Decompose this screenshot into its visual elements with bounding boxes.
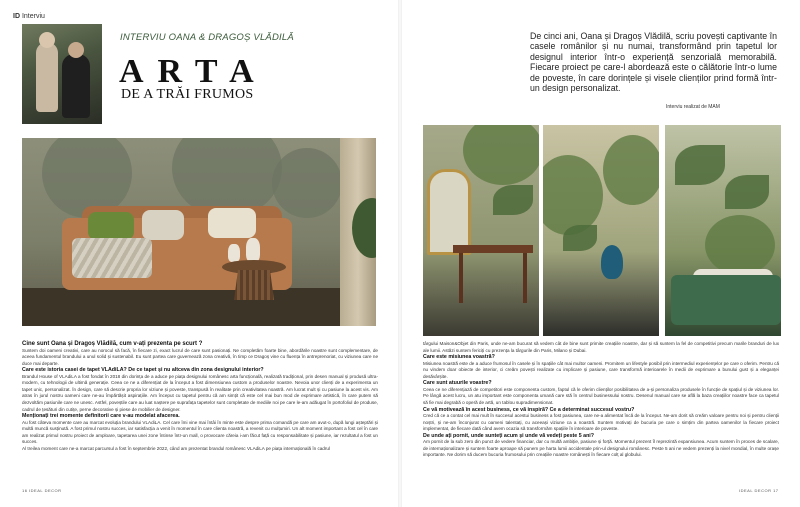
article-title: ARTA [119,53,268,90]
portrait-photo [22,24,102,124]
question: De unde ați pornit, unde sunteți acum și unde vă vedeți peste 5 ani? [423,432,595,439]
question: Ce vă motivează în acest business, ce vă inspiră? Ce a determinat succesul vostru? [423,406,635,413]
article-kicker: INTERVIU OANA & DRAGOȘ VLĂDILĂ [120,32,294,43]
vase [228,244,240,262]
bed [671,275,781,325]
answer: Misiunea noastră este de a aduce frumosul în casele și în spațiile cât mai multor oameni. Promitem un lifestyle posibil prin intermediul experiențelor pe care o oferim. Pentru că nu vindem doar obiecte de interior, ci creăm povești realizate cu implicare și pasiune, care transformă interioarele în medii de exprimare a bunului gust și a eleganței desăvârșite. [423,360,779,379]
throw-blanket [72,238,152,278]
pillow [88,212,134,240]
page-footer-right: IDEAL DECOR 17 [739,488,779,493]
wallpaper-leaf [493,185,533,215]
section-label: Interviu [21,13,45,20]
wallpaper-leaf [563,225,597,251]
gold-mirror [427,169,471,255]
console-leg [523,253,527,303]
question: Care sunt atuurile voastre? [423,380,492,387]
console-table [453,245,533,253]
page-footer-left: 16 IDEAL DECOR [22,488,62,493]
question: Care este misiunea voastră? [423,354,495,361]
wallpaper-palm [705,215,775,275]
wallpaper-tree [272,148,342,218]
article-subtitle: DE A TRĂI FRUMOS [121,87,254,102]
section-tag [13,13,45,20]
answer: Cred că ce a contat cel mai mult în succesul acestui business a fost pasiunea, care ne-a alimentat încă de la început. Ne-am dorit să creăm valoare pentru noi și pentru clienții noștri, și ne-am înconjurat cu oameni talentați, cu aceeași viziune ca a noastră. Suntem motivați de bucuria pe care o simțim din partea oamenilor la fiecare proiect implementat, de fiecare dată când avem ocazia să transformăm spațiile în interioare de poveste. [423,413,779,432]
wallpaper-leaf [675,145,725,185]
article-intro: De cinci ani, Oana și Dragoș Vlădilă, scriu povești captivante în casele românilor și nu numai, transformând prin tapetul lor designul interior într-o experiență senzorială memorabilă. Fiecare proiect pe care-l abordează este o călătorie într-o lume de poveste, în care dorințele și visele clienților prind formă într-un design personalizat. [530,31,777,94]
wallpaper-palm [463,125,539,185]
peacock-figure [601,245,623,279]
answer: Am pornit de la sub zero din punct de vedere financiar, dar cu multă ambiție, pasiune și forță. Momentul prezent îl reprezintă expansiunea. Acum suntem în proces de scalare, de internaționalizare și suntem foarte aproape să punem pe harta lumii accidentale prin-ul designului românesc. Peste 5 ani ne vedem prezenți la nivel mondial, în multe orașe importante. Ne dorim să ducem bucuria frumosului prin creațiile noastre românești în fiecare colț al globului. [423,439,779,458]
pillow [142,210,184,240]
interior-photo-bedroom [665,125,781,336]
portrait-man [62,54,90,118]
answer: Brandul House of VLAdiLA a fost fondat în 2018 din dorința de a aduce pe piața designului românesc arta funcțională, realizată tradițional, prin desen manual și produsă ultra-modern, cu tehnologii de ultimă generație. Ceea ce ne a diferențiat de la început a fost dimensiunea custom a produselor noastre. Nevoia unor clienți de a experimenta un tapet unic, personalizat. În design, care să descrie propria lor viziune și poveste, transpusă în realitate prin creativitatea noastră. Am lucrat mult și cu pasiune la acest vis. Am atras în jurul nostru oameni care ne-au împărtășit aspirațiile. Am început cu tapetul pentru că am simțit că este cel mai bun mod de exprimare artistică, în care putem să dezvoltăm pasiunile care ne unesc. Astfel, poveștile care au luat naștere pe suprafața tapetelor sunt completate de mediile noi pe care le-am adăugat în portofoliul de produse, cadrul de țesături din cutițe, perne decorative și piese de mobilier de designer. [22,373,378,412]
interior-photo-mirror [423,125,539,336]
coffee-table-base [234,270,274,300]
console-leg [459,253,463,303]
portrait-woman [36,42,58,112]
question: Care este istoria casei de tapet VLAdiLA? De ce tapet și nu altceva din zona designului interior? [22,367,264,374]
right-text-column [423,341,779,459]
wallpaper-leaf [725,175,769,209]
portrait-man-head [68,42,84,58]
question: Menționați trei momente definitorii care v-au modelat afacerea. [22,413,180,420]
wallpaper-palm [543,155,603,235]
section-badge: ID [13,13,20,20]
floor [22,288,376,326]
answer: Al treilea moment care ne-a marcat parcursul a fost în septembrie 2022, când am prezentat brandul românesc VLAdiLA pe piața internațională în cadrul [22,445,330,451]
vase [246,238,260,262]
answer: târgului Maison&Objet din Paris, unde ne-am bucurat să vedem cât de bine sunt primite creațiile noastre, dar și să suntem la fel de competitivi precum marile branduri de lux ale lumii. Astăzi suntem fericiți cu prezența la târgurile din Paris, Milano și Dubai. [423,341,779,353]
wallpaper-palm [603,135,659,205]
portrait-woman-head [39,32,55,48]
left-text-column [22,341,378,452]
question: Cine sunt Oana și Dragoș Vlădilă, cum v-ați prezenta pe scurt ? [22,341,203,347]
pillow [208,208,256,238]
interior-photo-peacock [543,125,659,336]
answer: Suntem doi oameni creativi, care au norocul să facă, în fiecare zi, exact lucrul de care sunt pasionați. Ne completăm foarte bine, abordările noastre sunt complementare, de aceea fundamentul brandului a unul solid și sustenabil. Eu sunt partea care guvernează zona creativă, în timp ce Dragoș vine cu fluența în antreprenoriat, cu viziunea care ne duce mai departe. [22,347,378,366]
living-room-photo [22,138,376,326]
article-credit: Interviu realizat de MAM [666,104,720,110]
answer: Au fost câteva momente care au marcat evoluția brandului VLAdiLA. Cel care îmi vine mai întâi în minte este despre prima comandă pe care am avut-o, după lungi așteptări și multă muncă susținută. A fost primul nostru succes, iar satisfacția a venit în momentul în care clienta noastră, a revenit cu mulțumiri. Un alt moment important a fost cel în care am realizat primul nostru proiect de amploare, tapetarea unei zone întinse într-un mall, o provocare căreia i-am făcut față cu responsabilitate și pasiune, iar rezultatul a fost un succes. [22,419,378,445]
answer: Ceea ce ne diferențiază de competitori este componenta custom, faptul că le oferim clienților posibilitatea de a-și personaliza produsele în funcție de spațiul și de viziunea lor. Pe lângă acest lucru, un atu important este componenta umană care stă în centrul businessului nostru. Desenul manual care se află la baza creațiilor noastre face ca tapetul să fie mai degrabă o operă de artă, un tablou supradimensionat. [423,386,779,406]
